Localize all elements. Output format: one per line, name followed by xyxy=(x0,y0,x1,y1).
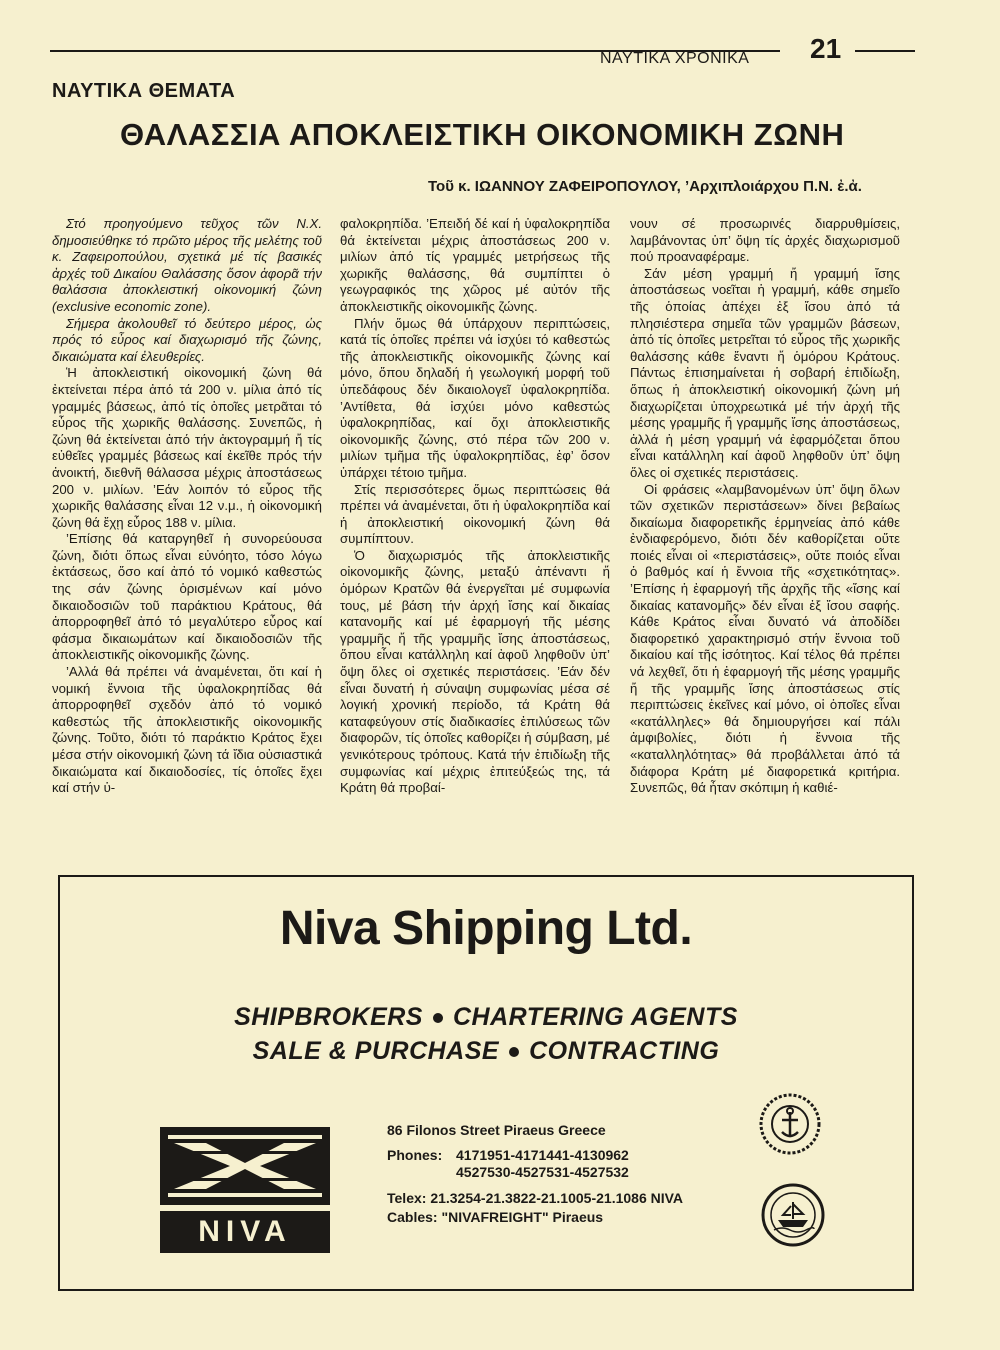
article-column-1 xyxy=(52,216,322,864)
ad-phones-line-1: 4171951-4171441-4130962 xyxy=(456,1147,629,1163)
shipbrokers-association-seal-icon xyxy=(758,1092,822,1156)
body-paragraph: Ἡ ἀποκλειστική οἰκονομική ζώνη θά ἐκτείνεται πέρα ἀπό τά 200 ν. μίλια ἀπό τίς γραμμές βάσεως, ἀπό τίς ὁποῖες μετρᾶται τό εὖρος τῆς χωρικῆς θαλάσσης. Συνεπῶς, ἡ ζώνη θά ἐκτείνεται ἀπό τήν ἀκτογραμμή ἤ τίς εὐθεῖες γραμμές βάσεως καί ἐκεῖθε πρός τήν ἀνοικτή, διεθνῆ θάλασσα μέχρις ἀποστάσεως 200 ν. μιλίων. ’Εάν λοιπόν τό εὖρος τῆς χωρικῆς θαλάσσης εἶναι 12 ν.μ., ἡ οἰκονομική ζώνη θά ἔχῃ εὖρος 188 ν. μίλια. xyxy=(52,365,322,530)
service-sale-purchase: SALE & PURCHASE xyxy=(252,1037,500,1065)
ad-company-name: Niva Shipping Ltd. xyxy=(279,902,693,955)
shipping-emblem-seal-icon xyxy=(760,1182,826,1248)
ad-address: 86 Filonos Street Piraeus Greece xyxy=(387,1122,606,1138)
header-rule-right xyxy=(855,50,915,52)
article-column-3 xyxy=(630,216,900,864)
body-paragraph: ’Αλλά θά πρέπει νά ἀναμένεται, ὅτι καί ἡ νομική ἔννοια τῆς ὑφαλοκρηπίδας θά ἀπορροφηθεῖ σχεδόν ἀπό τό νομικό καθεστώς τῆς ἀποκλειστικῆς οἰκονομικῆς ζώνης. Τοῦτο, διότι τό παράκτιο Κράτος ἔχει μέσα στήν οἰκονομική ζώνη τά ἴδια οὐσιαστικά δικαιώματα καί δικαιοδοσίες, τίς ὁποῖες ἔχει καί στήν ὑ- xyxy=(52,664,322,796)
body-paragraph: φαλοκρηπίδα. ’Επειδή δέ καί ἡ ὑφαλοκρηπίδα θά ἐκτείνεται μέχρις ἀποστάσεως 200 ν. μιλίων ἀπό τίς γραμμές μετρήσεως τῆς χωρικῆς θαλάσσης, θά συμπίπτει ὁ γεωγραφικός της χῶρος μέ αὐτόν τῆς ἀποκλειστικῆς οἰκονομικῆς ζώνης. xyxy=(340,216,610,314)
ad-services-line-1 xyxy=(60,1003,912,1032)
article-byline: Τοῦ κ. ΙΩΑΝΝΟΥ ΖΑΦΕΙΡΟΠΟΥΛΟΥ, ’Αρχιπλοιάρχου Π.Ν. ἐ.ἀ. xyxy=(428,178,862,195)
article-column-2 xyxy=(340,216,610,864)
ad-telex: Telex: 21.3254-21.3822-21.1005-21.1086 NIVA xyxy=(387,1190,684,1206)
body-paragraph: Ὁ διαχωρισμός τῆς ἀποκλειστικῆς οἰκονομικῆς ζώνης, μεταξύ ἀπέναντι ἤ ὁμόρων Κρατῶν θά ἐνεργεῖται μέ συμφωνία τους, μέ βάση τήν ἀρχή ἴσης καί δικαίας κατανομῆς καί μέ ἐφαρμογή τῆς μέσης γραμμῆς ἤ τῆς γραμμῆς ἴσης ἀποστάσεως, ὅπου εἶναι κατάλληλη καί ἀφοῦ ληφθοῦν ὑπ’ ὄψη ὅλες οἱ σχετικές περιστάσεις. ’Εάν δέν εἶναι δυνατή ἡ σύναψη συμφωνίας μέσα σέ λογική χρονική περίοδο, τά Κράτη θά καταφεύγουν στίς διαδικασίες ἐπιλύσεως τῶν διαφορῶν, τίς ὁποῖες καθορίζει ἡ σύμβαση, μέ γενικότερους τρόπους. Κατά τήν ἐπιδίωξη τῆς συμφωνίας καί μέχρις ἐπιτεύξεώς της, τά Κράτη θά προβαί- xyxy=(340,547,610,796)
intro-paragraph: Σήμερα ἀκολουθεῖ τό δεύτερο μέρος, ὡς πρός τό εὖρος καί διαχωρισμό τῆς ζώνης, δικαιώματα καί ἐλευθερίες. xyxy=(52,315,322,364)
article-title: ΘΑΛΑΣΣΙΑ ΑΠΟΚΛΕΙΣΤΙΚΗ ΟΙΚΟΝΟΜΙΚΗ ΖΩΝΗ xyxy=(120,117,845,152)
bullet-icon xyxy=(433,1013,443,1023)
service-chartering: CHARTERING AGENTS xyxy=(452,1003,738,1031)
service-contracting: CONTRACTING xyxy=(529,1037,720,1065)
intro-paragraph: Στό προηγούμενο τεῦχος τῶν Ν.Χ. δημοσιεύθηκε τό πρῶτο μέρος τῆς μελέτης τοῦ κ. Ζαφειροπούλου, σχετικά μέ τίς βασικές ἀρχές τοῦ Δικαίου Θαλάσσης ὅσον ἀφορᾶ τήν θαλάσσια ἀποκλειστική οἰκονομική ζώνη (exclusive economic zone). xyxy=(52,216,322,314)
ad-services-line-2 xyxy=(60,1037,912,1066)
magazine-name: ΝΑΥΤΙΚΑ ΧΡΟΝΙΚΑ xyxy=(600,50,750,67)
ad-phones-line-2: 4527530-4527531-4527532 xyxy=(456,1164,629,1180)
body-paragraph: νουν σέ προσωρινές διαρρυθμίσεις, λαμβάνοντας ὑπ’ ὄψη τίς ἀρχές διαχωρισμοῦ πού προαναφέραμε. xyxy=(630,216,900,265)
niva-logo-mark-icon xyxy=(160,1127,330,1205)
niva-logo-text: NIVA xyxy=(160,1211,330,1253)
page-number: 21 xyxy=(810,33,842,64)
ad-cables: Cables: "NIVAFREIGHT" Piraeus xyxy=(387,1209,604,1225)
advertisement-box xyxy=(58,875,914,1291)
body-paragraph: Στίς περισσότερες ὅμως περιπτώσεις θά πρέπει νά ἀναμένεται, ὅτι ἡ ὑφαλοκρηπίδα καί ἡ ἀποκλειστική οἰκονομική ζώνη θά συμπίπτουν. xyxy=(340,481,610,547)
niva-logo xyxy=(160,1127,330,1253)
body-paragraph: ’Επίσης θά καταργηθεῖ ἡ συνορεύουσα ζώνη, διότι ὅπως εἶναι εὐνόητο, τόσο λόγω ἐκτάσεως, ὅσο καί ἀπό τό νομικό καθεστώς της σάν ζώνης ὁρισμένων καί μόνο δικαιοδοσιῶν τοῦ παράκτιου Κράτους, θά ἀπορροφηθεῖ ἀπό τό μεγαλύτερο εὖρος καί φάσμα δικαιωμάτων καί δικαιοδοσιῶν τῆς ἀποκλειστικῆς οἰκονομικῆς ζώνης. xyxy=(52,531,322,663)
ad-phones-label: Phones: xyxy=(387,1147,443,1163)
body-paragraph: Οἱ φράσεις «λαμβανομένων ὑπ’ ὄψη ὅλων τῶν σχετικῶν περιστάσεων» δίνει βεβαίως δικαίωμα διαφορετικῆς ἑρμηνείας ἀπό κάθε ἐνδιαφερόμενο, διότι δέν καθορίζεται οὔτε ποιές εἶναι οἱ «περιστάσεις», οὔτε ποιός εἶναι ὁ βαθμός καί ἡ ἔννοια τῆς «σχετικότητας». ’Επίσης ἡ ἐφαρμογή τῆς ἀρχῆς τῆς «ἴσης καί δικαίας κατανομῆς» δέν εἶναι ἐξ ἴσου σαφής. Κάθε Κράτος εἶναι δυνατό νά ἀποδίδει διαφορετικό χαρακτηρισμό στήν ἔννοια τοῦ δικαίου καί τῆς ἰσότητος. Καί τέλος θά πρέπει νά λεχθεῖ, ὅτι ἡ ἐφαρμογή τῆς μέσης γραμμῆς ἤ τῆς γραμμῆς ἴσης ἀποστάσεως στίς περιπτώσεις ἐκεῖνες καί μόνο, οἱ ὁποῖες εἶναι «κατάλληλες» θά δημιουργήσει καί πάλι ἀμφιβολίες, διότι ἡ ἔννοια τῆς «καταλληλότητας» θά προβάλλεται ἀπό τά διάφορα Κράτη μέ διαφορετικά κριτήρια. Συνεπῶς, θά ἦταν σκόπιμη ἡ καθιέ- xyxy=(630,481,900,796)
service-shipbrokers: SHIPBROKERS xyxy=(234,1003,423,1031)
body-paragraph: Σάν μέση γραμμή ἤ γραμμή ἴσης ἀποστάσεως νοεῖται ἡ γραμμή, κάθε σημεῖο τῆς ὁποίας ἀπέχει ἐξ ἴσου ἀπό τά πλησιέστερα σημεῖα τῶν γραμμῶν βάσεων, ἀπό τίς ὁποῖες μετρεῖται τό εὖρος τῆς χωρικῆς θαλάσσης κάθε ἔναντι ἤ ὁμόρου Κράτους. Πάντως ἐπισημαίνεται ἡ σοβαρή ἐπιδίωξη, ὅπως ἡ ἀποκλειστική οἰκονομική ζώνη μή διαχωρίζεται ὑποχρεωτικά μέ τήν ἀρχή τῆς μέσης γραμμῆς ἤ γραμμῆς ἴσης ἀποστάσεως, ἀλλά ἡ μέση γραμμή νά ἐφαρμόζεται ὅπου εἶναι κατάλληλη καί ἀφοῦ ληφθοῦν ὑπ’ ὄψη ὅλες οἱ σχετικές περιστάσεις. xyxy=(630,265,900,480)
body-paragraph: Πλήν ὅμως θά ὑπάρχουν περιπτώσεις, κατά τίς ὁποῖες πρέπει νά ἰσχύει τό καθεστώς τῆς ἀποκλειστικῆς οἰκονομικῆς ζώνης καί μόνο, ὅπου δηλαδή ἡ γεωλογική μορφή τοῦ ὑπεδάφους δέν δικαιολογεῖ ὑφαλοκρηπίδα. ’Αντίθετα, θά ἰσχύει μόνο καθεστώς ὑφαλοκρηπίδας, καί ὄχι ἀποκλειστικῆς οἰκονομικῆς ζώνης, στό πέρα τῶν 200 ν. μιλίων τμῆμα τῆς ὑφαλοκρηπίδας, ἐφ’ ὅσον ὑπάρχει τέτοιο τμῆμα. xyxy=(340,315,610,480)
bullet-icon xyxy=(509,1047,519,1057)
section-heading: ΝΑΥΤΙΚΑ ΘΕΜΑΤΑ xyxy=(52,80,236,102)
